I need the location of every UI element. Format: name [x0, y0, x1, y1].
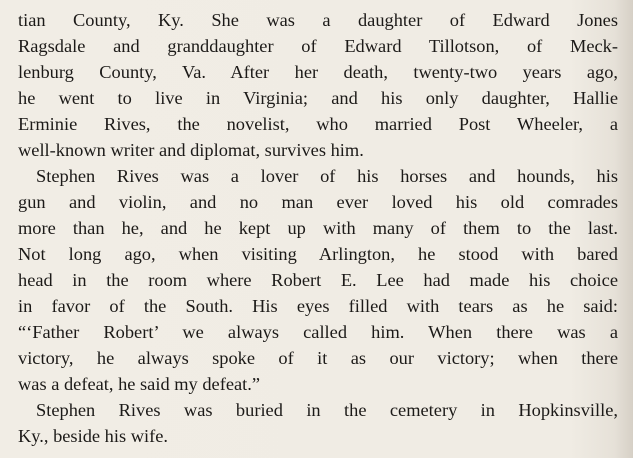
text-line-12: in favor of the South. His eyes filled with tears as he said:: [18, 296, 618, 316]
text-line-15: was a defeat, he said my defeat.”: [18, 374, 261, 394]
text-line-4: he went to live in Virginia; and his only daughter, Hallie: [18, 88, 618, 108]
text-line-3: lenburg County, Va. After her death, twenty-two years ago,: [18, 62, 618, 82]
text-line-11: head in the room where Robert E. Lee had made his choice: [18, 270, 618, 290]
text-line-10: Not long ago, when visiting Arlington, he stood with bared: [18, 244, 618, 264]
text-line-2: Ragsdale and granddaughter of Edward Tillotson, of Meck-: [18, 36, 618, 56]
text-line-14: victory, he always spoke of it as our victory; when there: [18, 348, 618, 368]
text-line-16: Stephen Rives was buried in the cemetery in Hopkinsville,: [36, 400, 618, 420]
text-line-13: “‘Father Robert’ we always called him. When there was a: [18, 322, 618, 342]
text-line-1: tian County, Ky. She was a daughter of Edward Jones: [18, 10, 618, 30]
text-line-8: gun and violin, and no man ever loved his old comrades: [18, 192, 618, 212]
text-line-17: Ky., beside his wife.: [18, 426, 168, 446]
text-line-5: Erminie Rives, the novelist, who married Post Wheeler, a: [18, 114, 618, 134]
document-text: [18, 7, 618, 449]
text-line-6: well-known writer and diplomat, survives him.: [18, 140, 364, 160]
text-line-9: more than he, and he kept up with many of them to the last.: [18, 218, 618, 238]
text-line-7: Stephen Rives was a lover of his horses and hounds, his: [36, 166, 618, 186]
